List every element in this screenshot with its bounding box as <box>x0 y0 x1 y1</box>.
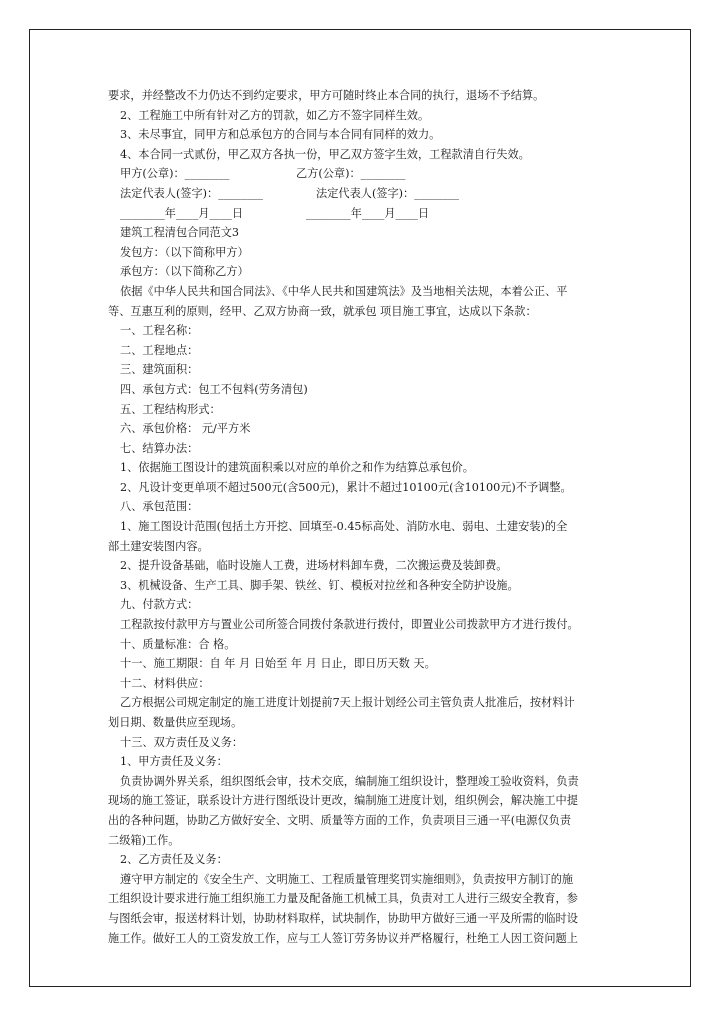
signature-rep-row <box>108 184 614 204</box>
text-line: 十、质量标准：合 格。 <box>120 637 236 651</box>
text-line: 遵守甲方制定的《安全生产、文明施工、工程质量管理奖罚实施细则》，负责按甲方制订的施 <box>120 872 574 886</box>
text-line: 九、付款方式： <box>120 598 199 612</box>
text-line: 一、工程名称： <box>120 324 199 338</box>
document-body <box>108 86 614 948</box>
party-a-seal: 甲方(公章)：________ <box>120 167 230 181</box>
text-line: 等、互惠互利的原则，经甲、乙双方协商一致，就承包 项目施工事宜，达成以下条款： <box>108 304 537 318</box>
text-line: 发包方：（以下简称甲方） <box>120 245 249 259</box>
text-line: 部土建安装图内容。 <box>108 539 209 553</box>
text-line: 八、承包范围： <box>120 500 199 514</box>
text-line: 工组织设计要求进行施工组织施工力量及配备施工机械工具，负责对工人进行三级安全教育，参 <box>108 892 578 906</box>
text-line: 三、建筑面积： <box>120 363 199 377</box>
signature-seal-row <box>108 164 614 184</box>
party-b-date: ________年____月____日 <box>306 206 430 220</box>
text-line: 施工作。做好工人的工资发放工作，应与工人签订劳务协议并严格履行，杜绝工人因工资问题上 <box>108 931 578 945</box>
text-line: 依据《中华人民共和国合同法》、《中华人民共和国建筑法》及当地相关法规，本着公正、平 <box>120 284 568 298</box>
text-line: 四、承包方式：包工不包料(劳务清包) <box>120 382 308 396</box>
text-line: 2、工程施工中所有针对乙方的罚款，如乙方不签字同样生效。 <box>120 108 430 122</box>
text-line: 十一、施工期限：自 年 月 日始至 年 月 日止，即日历天数 天。 <box>120 657 436 671</box>
text-line: 3、未尽事宜，同甲方和总承包方的合同与本合同有同样的效力。 <box>120 128 441 142</box>
contract-body <box>108 223 614 948</box>
text-line: 承包方：（以下简称乙方） <box>120 265 249 279</box>
party-a-date: ________年____月____日 <box>120 206 244 220</box>
text-line: 七、结算办法： <box>120 441 199 455</box>
text-line: 1、施工图设计范围(包括土方开挖、回填至-0.45标高处、消防水电、弱电、土建安装)的全 <box>120 520 568 534</box>
text-line: 工程款按付款甲方与置业公司所签合同拨付条款进行拨付，即置业公司拨款甲方才进行拨付。 <box>120 618 579 632</box>
text-line: 3、机械设备、生产工具、脚手架、铁丝、钉、模板对拉丝和各种安全防护设施。 <box>120 578 519 592</box>
text-line: 十三、双方责任及义务： <box>120 735 244 749</box>
text-line: 二级箱)工作。 <box>108 833 180 847</box>
text-line: 要求，并经整改不力仍达不到约定要求，甲方可随时终止本合同的执行，退场不予结算。 <box>108 89 545 102</box>
text-line: 十二、材料供应： <box>120 676 210 690</box>
text-line: 二、工程地点： <box>120 343 199 357</box>
text-line: 2、提升设备基础，临时设施人工费，进场材料卸车费，二次搬运费及装卸费。 <box>120 559 508 573</box>
text-line: 2、乙方责任及义务： <box>120 853 228 867</box>
party-b-seal: 乙方(公章)：________ <box>296 167 406 181</box>
text-line: 建筑工程清包合同范文3 <box>120 226 239 240</box>
text-line: 现场的施工签证，联系设计方进行图纸设计更改，编制施工进度计划，组织例会，解决施工中提 <box>108 794 578 808</box>
text-line: 划日期、数量供应至现场。 <box>108 716 243 729</box>
text-line: 4、本合同一式贰份，甲乙双方各执一份，甲乙双方签字生效，工程款清自行失效。 <box>120 147 530 161</box>
party-b-rep: 法定代表人(签字)：________ <box>316 186 459 200</box>
text-line: 乙方根据公司规定制定的施工进度计划提前7天上报计划经公司主管负责人批准后，按材料计 <box>120 696 575 710</box>
text-line: 六、承包价格： 元/平方米 <box>120 422 251 436</box>
signature-date-row <box>108 204 614 224</box>
text-line: 1、甲方责任及义务： <box>120 755 228 769</box>
text-line: 2、凡设计变更单项不超过500元(含500元)，累计不超过10100元(含10100元)不予调整。 <box>120 480 572 494</box>
text-line: 与图纸会审，报送材料计划，协助材料取样，试块制作，协助甲方做好三通一平及所需的临时设 <box>108 911 578 925</box>
text-line: 出的各种问题，协助乙方做好安全、文明、质量等方面的工作，负责项目三通一平(电源仅负责 <box>108 813 572 827</box>
text-line: 1、依据施工图设计的建筑面积乘以对应的单价之和作为结算总承包价。 <box>120 461 474 475</box>
party-a-rep: 法定代表人(签字)：________ <box>120 186 263 200</box>
text-line: 五、工程结构形式： <box>120 402 221 416</box>
text-line: 负责协调外界关系，组织图纸会审，技术交底，编制施工组织设计，整理竣工验收资料，负责 <box>120 774 579 788</box>
